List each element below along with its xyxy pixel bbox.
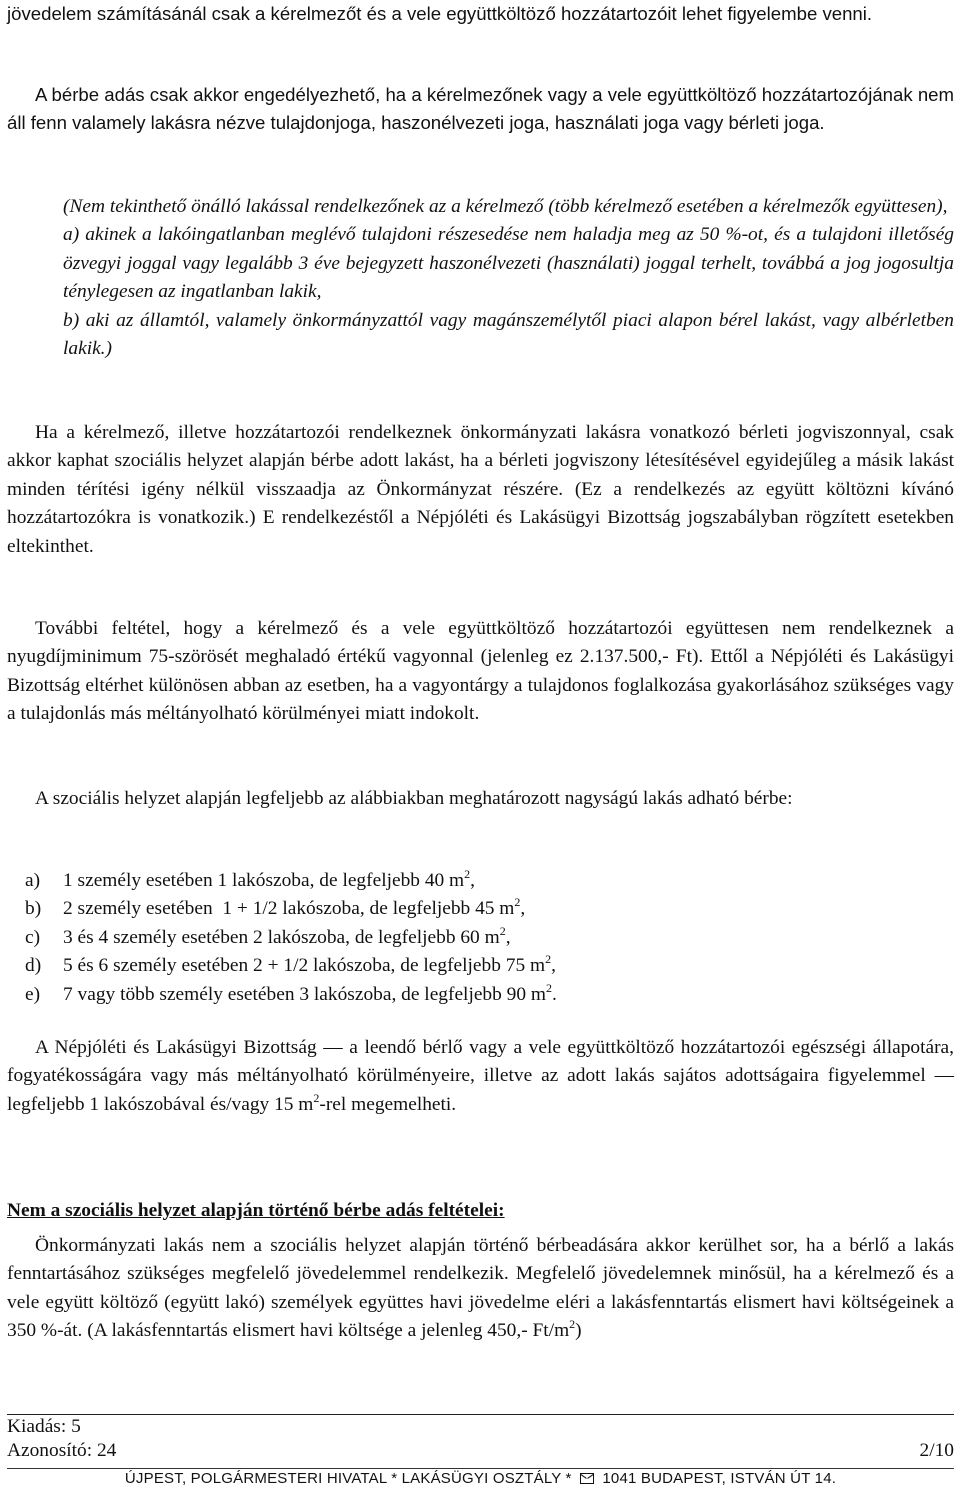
- paragraph-non-social-conditions: Önkormányzati lakás nem a szociális helyzet alapján történő bérbeadására akkor kerülhet sor, ha a bérlő a lakás fenntartásához szükséges megfelelő jövedelemmel rendelkezik. Megfelelő jövedelemnek minősül, ha a kérelmező és a vele együtt költöző (együtt lakó) személyek együttes havi jövedelme eléri a lakásfenntartás elismert havi költségeinek a 350 %-át. (A lakásfenntartás elismert havi költsége a jelenleg 450,- $Ft/m^2$): [7, 1235, 954, 1342]
- list-item: e) 7 vagy több személy esetében 3 lakószoba, de legfeljebb 90 $m^2$.: [25, 980, 557, 1005]
- list-item: c) 3 és 4 személy esetében 2 lakószoba, de legfeljebb 60 $m^2$,: [25, 923, 511, 948]
- note-item-a: a) akinek a lakóingatlanban meglévő tulajdoni részesedése nem haladja meg az 50 %-ot, és a tulajdoni illetőség özvegyi joggal vagy legalább 3 éve bejegyzett haszonélvezeti (használati) joggal terhelt, továbbá a jog jogosultja ténylegesen az ingatlanban lakik,: [63, 224, 954, 303]
- footer: [7, 1414, 954, 1463]
- paragraph-rental-relationship: Ha a kérelmező, illetve hozzátartozói rendelkeznek önkormányzati lakásra vonatkozó bérleti jogviszonnyal, csak akkor kaphat szociális helyzet alapján bérbe adott lakást, ha a bérleti jogviszony létesítésével egyidejűleg a másik lakást minden térítési igény nélkül visszaadja az Önkormányzat részére. (Ez a rendelkezés az együtt költözni kívánó hozzátartozókra is vonatkozik.) E rendelkezéstől a Népjóléti és Lakásügyi Bizottság jogszabályban rögzített esetekben eltekinthet.: [7, 422, 954, 557]
- footer-id-row: [7, 1439, 954, 1463]
- section-heading: Nem a szociális helyzet alapján történő bérbe adás feltételei:: [7, 1200, 505, 1222]
- paragraph-committee-increase: A Népjóléti és Lakásügyi Bizottság ― a leendő bérlő vagy a vele együttköltöző hozzátartozói egészségi állapotára, fogyatékosságára vagy más méltányolható körülményeire, illetve az adott lakás sajátos adottságaira figyelemmel ― legfeljebb 1 lakószobával és/vagy 15 $m^2$-rel megemelheti.: [7, 1037, 954, 1115]
- list-item: d) 5 és 6 személy esetében 2 + 1/2 lakószoba, de legfeljebb 75 $m^2$,: [25, 952, 556, 977]
- size-list: [25, 867, 925, 1009]
- list-item: a) 1 személy esetében 1 lakószoba, de legfeljebb 40 $m^2$,: [25, 867, 475, 891]
- note-item-b: b) aki az államtól, valamely önkormányzattól vagy magánszemélytől piaci alapon bérel lakást, vagy albérletben lakik.): [63, 309, 954, 360]
- page-number: 2/10: [919, 1440, 954, 1461]
- envelope-icon: [580, 1473, 594, 1484]
- paragraph-asset-condition: További feltétel, hogy a kérelmező és a vele együttköltöző hozzátartozói együttesen nem rendelkeznek a nyugdíjminimum 75-szörösét meghaladó értékű vagyonnal (jelenleg ez 2.137.500,- Ft). Ettől a Népjóléti és Lakásügyi Bizottság eltérhet különösen abban az esetben, ha a vagyontárgy a tulajdonos foglalkozása gyakorlásához szükséges vagy a tulajdonlás más méltányolható körülményei miatt indokolt.: [7, 618, 954, 725]
- footer-address-bar: [7, 1468, 954, 1489]
- note-intro: (Nem tekinthető önálló lakással rendelkezőnek az a kérelmező (több kérelmező esetében a kérelmezők együttesen),: [63, 196, 948, 217]
- paragraph-size-intro: A szociális helyzet alapján legfeljebb az alábbiakban meghatározott nagyságú lakás adható bérbe:: [35, 788, 793, 809]
- list-item: b) 2 személy esetében 1 + 1/2 lakószoba, de legfeljebb 45 $m^2$,: [25, 895, 526, 920]
- office-address: 1041 BUDAPEST, ISTVÁN ÚT 14.: [602, 1470, 837, 1487]
- footer-edition: Kiadás: 5: [7, 1416, 81, 1437]
- paragraph-ownership-condition: A bérbe adás csak akkor engedélyezhető, ha a kérelmezőnek vagy a vele együttköltöző hozzátartozójának nem áll fenn valamely lakásra nézve tulajdonjoga, haszonélvezeti joga, használati joga vagy bérleti joga.: [7, 84, 954, 134]
- footer-identifier: Azonosító: 24: [7, 1440, 117, 1461]
- paragraph-income-continuation: jövedelem számításánál csak a kérelmezőt és a vele együttköltöző hozzátartozóit lehet figyelembe venni.: [7, 3, 873, 24]
- office-name: ÚJPEST, POLGÁRMESTERI HIVATAL * LAKÁSÜGYI OSZTÁLY *: [124, 1470, 572, 1487]
- note-block: [63, 193, 954, 363]
